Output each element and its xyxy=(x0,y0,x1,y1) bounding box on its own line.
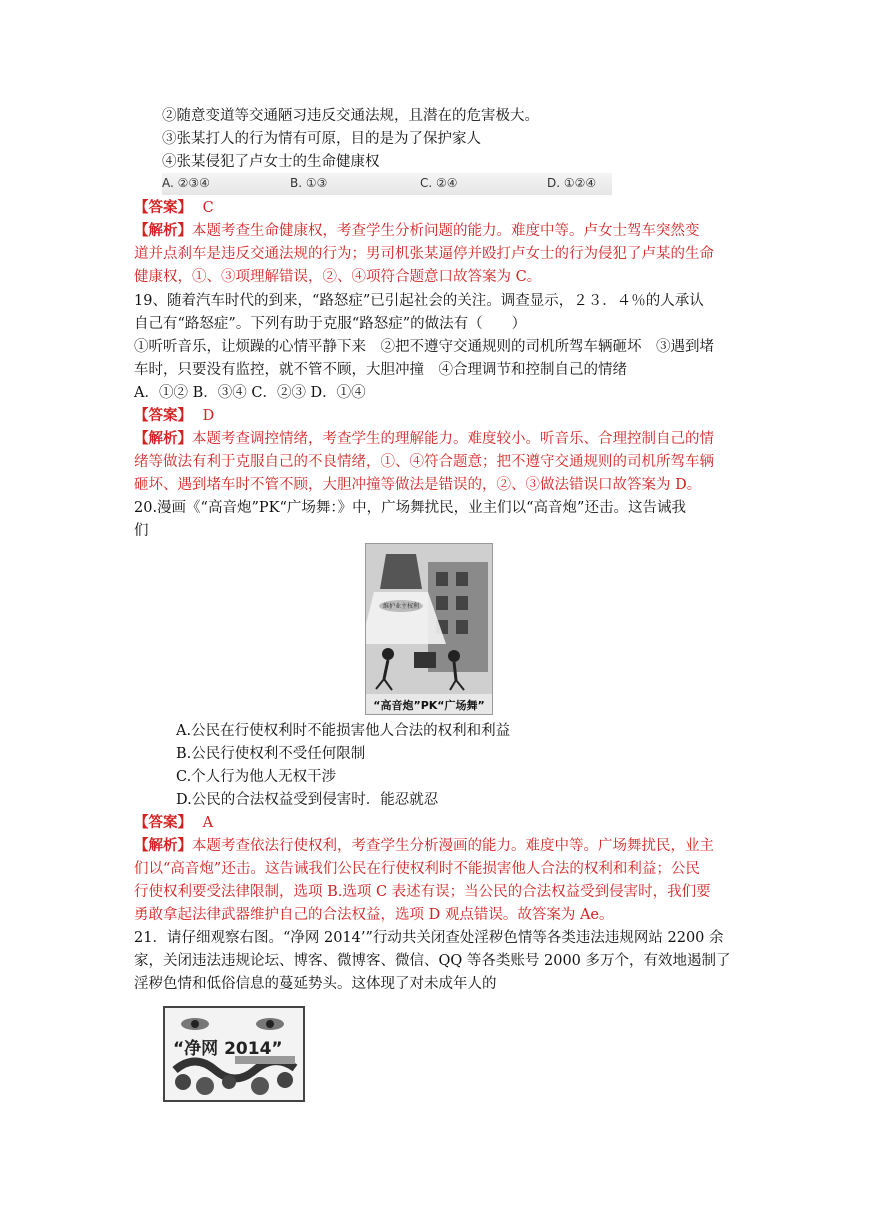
q21-stem-line-2: 家，关闭违法违规论坛、博客、微博客、微信、QQ 等各类账号 2000 多万个，有效地遏制了 xyxy=(134,953,731,969)
q21-stem-line-1: 21．请仔细观察右图。“净网 2014’”行动共关闭查处淫秽色情等各类违法违规网站 2200 余 xyxy=(134,930,724,946)
q18-analysis-line-1 xyxy=(134,220,700,242)
q18-option-b: B. ①③ xyxy=(290,176,328,190)
answer-label: 【答案】 xyxy=(134,407,192,424)
q19-analysis-line-2: 绪等做法有利于克服自己的不良情绪，①、④符合题意；把不遵守交通规则的司机所驾车辆 xyxy=(134,454,714,470)
q18-answer xyxy=(134,197,214,219)
q19-analysis-line-1 xyxy=(134,428,714,450)
analysis-text: 本题考查依法行使权利，考查学生分析漫画的能力。难度中等。广场舞扰民，业主 xyxy=(192,838,714,854)
jingwang-poster xyxy=(163,1006,305,1102)
q18-option-c: C. ②④ xyxy=(420,176,458,190)
q19-stem-line-1: 19、随着汽车时代的到来，“路怒症”已引起社会的关注。调查显示，２３．４％的人承认 xyxy=(134,293,704,309)
cartoon-illustration xyxy=(366,544,492,714)
q18-item-4: ④张某侵犯了卢女士的生命健康权 xyxy=(162,154,380,170)
answer-value: A xyxy=(202,815,214,831)
analysis-label: 【解析】 xyxy=(134,837,192,854)
q20-analysis-line-1 xyxy=(134,835,714,857)
q18-analysis-line-2: 道并点刹车是违反交通法规的行为；男司机张某逼停并殴打卢女士的行为侵犯了卢某的生命 xyxy=(134,246,714,262)
q19-answer xyxy=(134,405,214,427)
q18-analysis-line-3: 健康权，①、③项理解错误，②、④项符合题意口故答案为 C。 xyxy=(134,269,542,285)
q20-option-c: C.个人行为他人无权干涉 xyxy=(176,769,337,785)
analysis-label: 【解析】 xyxy=(134,430,192,447)
analysis-text: 本题考查调控情绪，考查学生的理解能力。难度较小。听音乐、合理控制自己的情 xyxy=(192,431,714,447)
q19-stem-line-2: 自己有“路怒症”。下列有助于克服“路怒症”的做法有（ ） xyxy=(134,316,527,332)
q20-analysis-line-2: 们以“高音炮”还击。这告诫我们公民在行使权利时不能损害他人合法的权利和利益；公民 xyxy=(134,861,700,877)
cartoon-figure xyxy=(365,543,493,715)
q19-analysis-line-3: 砸坏、遇到堵车时不管不顾，大胆冲撞等做法是错误的，②、③做法错误口故答案为 D。 xyxy=(134,477,702,493)
q19-stem-line-3: ①听听音乐，让烦躁的心情平静下来 ②把不遵守交通规则的司机所驾车辆砸坏 ③遇到堵 xyxy=(134,339,714,355)
cartoon-caption: “高音炮”PK“广场舞” xyxy=(373,699,485,712)
q18-item-3: ③张某打人的行为情有可原，目的是为了保护家人 xyxy=(162,131,481,147)
q20-option-b: B.公民行使权利不受任何限制 xyxy=(176,746,366,762)
q20-stem-line-2: 们 xyxy=(134,523,149,539)
analysis-text: 本题考查生命健康权，考查学生分析问题的能力。难度中等。卢女士驾车突然变 xyxy=(192,223,700,239)
q21-stem-line-3: 淫秽色情和低俗信息的蔓延势头。这体现了对未成年人的 xyxy=(134,976,497,992)
q20-analysis-line-3: 行使权利要受法律限制，选项 B.选项 C 表述有误；当公民的合法权益受到侵害时，我们要 xyxy=(134,884,711,900)
q20-stem-line-1: 20.漫画《“高音炮”PK“广场舞：》中，广场舞扰民，业主们以“高音炮”还击。这告诫我 xyxy=(134,500,686,516)
cartoon-banner-text: 维护业主权利 xyxy=(382,603,420,610)
answer-label: 【答案】 xyxy=(134,199,192,216)
q20-option-a: A.公民在行使权利时不能损害他人合法的权利和利益 xyxy=(176,723,511,739)
analysis-label: 【解析】 xyxy=(134,222,192,239)
q19-options: A．①② B．③④ C．②③ D．①④ xyxy=(134,385,366,401)
q20-answer xyxy=(134,812,213,834)
q19-stem-line-4: 车时，只要没有监控，就不管不顾，大胆冲撞 ④合理调节和控制自己的情绪 xyxy=(134,362,627,378)
answer-value: D xyxy=(202,408,215,424)
jingwang-title: “净网 2014” xyxy=(173,1039,283,1059)
answer-label: 【答案】 xyxy=(134,814,192,831)
q20-option-d: D.公民的合法权益受到侵害时．能忍就忍 xyxy=(176,792,439,808)
answer-value: C xyxy=(202,200,214,216)
q18-option-d: D. ①②④ xyxy=(547,176,597,190)
q18-options-image xyxy=(162,173,612,195)
q20-analysis-line-4: 勇敢拿起法律武器维护自己的合法权益，选项 D 观点错误。故答案为 Ae。 xyxy=(134,907,614,923)
q18-option-a: A. ②③④ xyxy=(162,176,210,190)
q18-item-2: ②随意变道等交通陋习违反交通法规，且潜在的危害极大。 xyxy=(162,108,539,124)
